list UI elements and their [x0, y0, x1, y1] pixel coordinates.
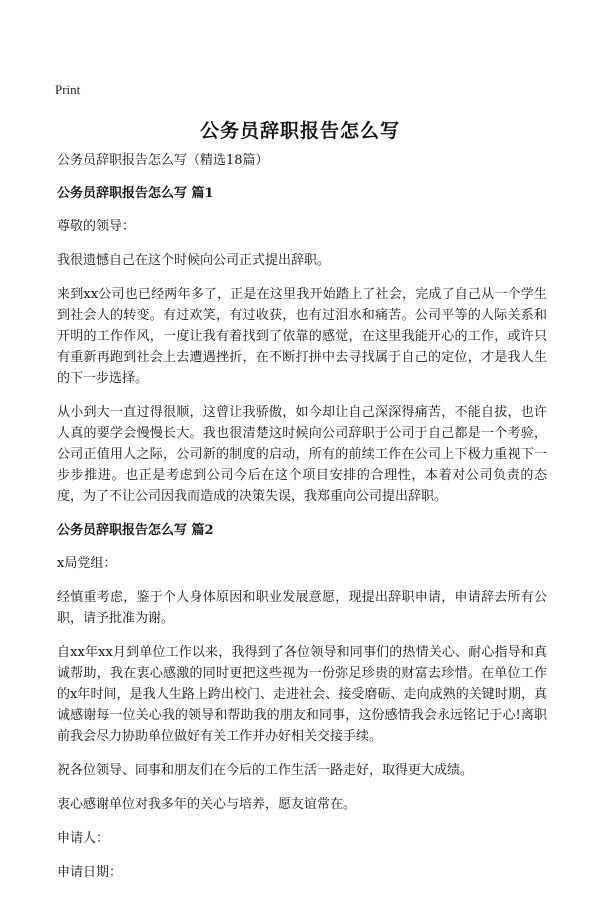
paragraph: 祝各位领导、同事和朋友们在今后的工作生活一路走好，取得更大成绩。 — [57, 763, 474, 778]
paragraph: 来到xx公司也已经两年多了，正是在这里我开始踏上了社会，完成了自己从一个学生到社会人的转变。有过欢笑，有过收获，也有过泪水和痛苦。公司平等的人际关系和开明的工作作风，一度让我有着找到了依靠的感觉，在这里我能开心的工作，或许只有重新再跑到社会上去遭遇挫折，在不断打拼中去寻找属于自己的定位，才是我人生的下一步选择。 — [57, 287, 547, 386]
paragraph: 经慎重考虑，鉴于个人身体原因和职业发展意愿，现提出辞职申请，申请辞去所有公职，请予批准为谢。 — [57, 590, 547, 626]
document-subtitle: 公务员辞职报告怎么写（精选18篇） — [57, 153, 269, 168]
paragraph: 我很遗憾自己在这个时候向公司正式提出辞职。 — [57, 253, 331, 268]
print-link[interactable]: Print — [55, 82, 81, 97]
section-heading: 公务员辞职报告怎么写 篇2 — [57, 523, 214, 538]
document-title: 公务员辞职报告怎么写 — [199, 120, 400, 142]
paragraph: 从小到大一直过得很顺，这曾让我骄傲，如今却让自己深深得痛苦，不能自拔，也许人真的要学会慢慢长大。我也很清楚这时候向公司辞职于公司于自己都是一个考验，公司正值用人之际，公司新的制度的启动，所有的前续工作在公司上下极力重视下一步步推进。也正是考虑到公司今后在这个项目安排的合理性，本着对公司负责的态度，为了不让公司因我而造成的决策失误，我郑重向公司提出辞职。 — [57, 405, 547, 504]
paragraph: 自xx年xx月到单位工作以来，我得到了各位领导和同事们的热情关心、耐心指导和真诚帮助，我在衷心感激的同时更把这些视为一份弥足珍贵的财富去珍惜。在单位工作的x年时间，是我人生路上跨出校门、走进社会、接受磨砺、走向成熟的关键时期，真诚感谢每一位关心我的领导和帮助我的朋友和同事，这份感情我会永远铭记于心!离职前我会尽力协助单位做好有关工作并办好相关交接手续。 — [57, 645, 547, 744]
section-heading: 公务员辞职报告怎么写 篇1 — [57, 186, 214, 201]
salutation: 尊敬的领导： — [57, 219, 136, 234]
applicant-line: 申请人： — [57, 831, 110, 846]
salutation: x局党组： — [57, 556, 117, 571]
document-body — [57, 150, 547, 896]
paragraph: 衷心感谢单位对我多年的关心与培养，愿友谊常在。 — [57, 797, 357, 812]
application-date-line: 申请日期： — [57, 865, 123, 880]
